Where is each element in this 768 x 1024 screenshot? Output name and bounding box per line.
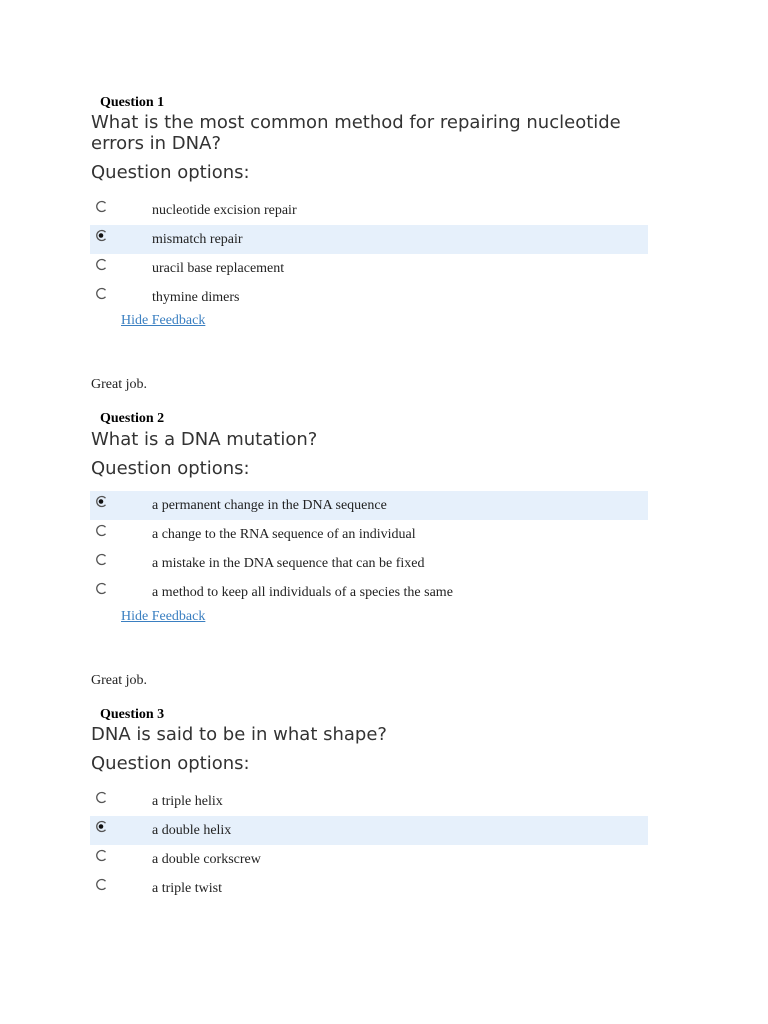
hide-feedback-link[interactable]: Hide Feedback: [121, 609, 206, 624]
question-options-title: Question options:: [91, 162, 250, 183]
option-row[interactable]: [90, 520, 648, 549]
question-text: What is a DNA mutation?: [91, 429, 318, 450]
hide-feedback-link[interactable]: Hide Feedback: [121, 313, 206, 328]
radio-unselected-icon[interactable]: [95, 878, 108, 891]
feedback-text: Great job.: [91, 377, 147, 392]
option-row-selected[interactable]: [90, 491, 648, 520]
option-label: a triple twist: [152, 881, 222, 896]
radio-selected-icon[interactable]: [95, 820, 108, 833]
option-row[interactable]: [90, 578, 648, 607]
radio-unselected-icon[interactable]: [95, 524, 108, 537]
radio-unselected-icon[interactable]: [95, 287, 108, 300]
option-row[interactable]: [90, 874, 648, 903]
radio-unselected-icon[interactable]: [95, 582, 108, 595]
option-label: uracil base replacement: [152, 261, 285, 276]
option-row[interactable]: [90, 196, 648, 225]
option-row[interactable]: [90, 283, 648, 312]
radio-selected-icon[interactable]: [95, 229, 108, 242]
option-row[interactable]: [90, 845, 648, 874]
radio-unselected-icon[interactable]: [95, 791, 108, 804]
option-row[interactable]: [90, 549, 648, 578]
radio-unselected-icon[interactable]: [95, 258, 108, 271]
option-row[interactable]: [90, 787, 648, 816]
radio-unselected-icon[interactable]: [95, 849, 108, 862]
option-label: a method to keep all individuals of a species the same: [152, 585, 453, 600]
option-label: a double corkscrew: [152, 852, 261, 867]
option-label: a double helix: [152, 823, 232, 838]
option-label: a triple helix: [152, 794, 223, 809]
option-label: mismatch repair: [152, 232, 243, 247]
question-label: Question 3: [100, 707, 165, 722]
option-label: a permanent change in the DNA sequence: [152, 498, 387, 513]
option-row-selected[interactable]: [90, 816, 648, 845]
feedback-text: Great job.: [91, 673, 147, 688]
question-text: DNA is said to be in what shape?: [91, 724, 387, 745]
radio-selected-icon[interactable]: [95, 495, 108, 508]
option-row-selected[interactable]: [90, 225, 648, 254]
question-label: Question 1: [100, 95, 165, 110]
question-text: What is the most common method for repairing nucleotide errors in DNA?: [91, 112, 621, 154]
option-label: a change to the RNA sequence of an individual: [152, 527, 416, 542]
radio-unselected-icon[interactable]: [95, 553, 108, 566]
question-label: Question 2: [100, 411, 165, 426]
option-label: nucleotide excision repair: [152, 203, 297, 218]
option-label: thymine dimers: [152, 290, 240, 305]
question-options-title: Question options:: [91, 753, 250, 774]
radio-unselected-icon[interactable]: [95, 200, 108, 213]
question-options-title: Question options:: [91, 458, 250, 479]
option-label: a mistake in the DNA sequence that can be fixed: [152, 556, 425, 571]
option-row[interactable]: [90, 254, 648, 283]
